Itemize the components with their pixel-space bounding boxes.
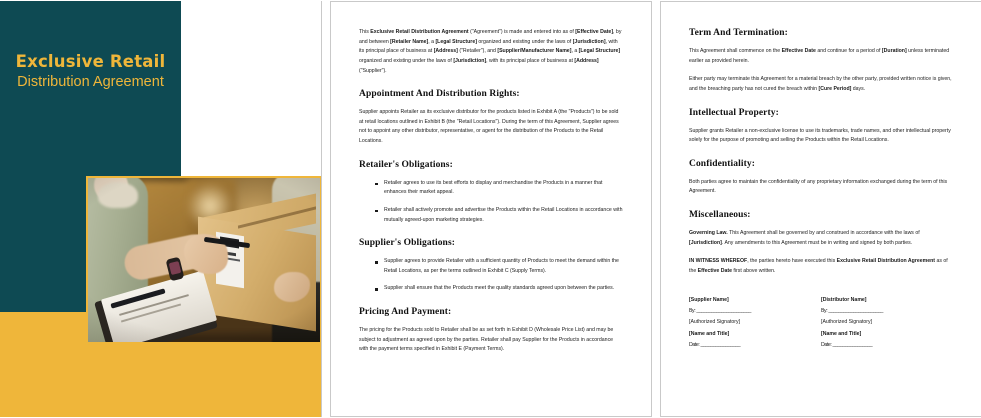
paragraph-term-commencement: This Agreement shall commence on the Effective Date and continue for a period of [Duration] unless terminated earlier as provided herein. [689,48,950,64]
list-item: Supplier shall ensure that the Products meet the quality standards agreed upon between the parties. [375,284,623,294]
heading-term-and-termination: Term And Termination: [689,28,788,38]
distributor-name-and-title: [Name and Title] [821,330,862,337]
supplier-signature-line[interactable]: By: ______________________ [689,307,752,314]
page-two [330,1,652,417]
list-item: Retailer shall actively promote and advertise the Products within the Retail Locations in accordance with mutually agreed-upon marketing strategies. [375,206,623,225]
heading-miscellaneous: Miscellaneous: [689,210,751,220]
supplier-name-and-title: [Name and Title] [689,330,730,337]
list-item: Retailer agrees to use its best efforts to display and merchandise the Products in a manner that enhances their market appeal. [375,179,623,198]
heading-intellectual-property: Intellectual Property: [689,107,779,118]
page-three [660,1,981,417]
page-three-content [661,2,981,416]
signature-column-distributor [821,295,953,352]
paragraph-intellectual-property: Supplier grants Retailer a non-exclusive license to use its trademarks, trade names, and other intellectual property solely for the purpose of promoting and selling the Products within the Retail Locations. [689,127,951,144]
supplier-party-name: [Supplier Name] [689,296,729,303]
distributor-signature-line[interactable]: By: ______________________ [821,307,884,314]
list-item: Supplier agrees to provide Retailer with a sufficient quantity of Products to meet the demand within the Retail Locations, as per the terms outlined in Exhibit C (Supply Terms). [375,257,623,276]
list-supplier-obligations [359,257,623,294]
distributor-authorized-signatory: [Authorized Signatory] [821,319,873,326]
intro-paragraph: This Exclusive Retail Distribution Agreement ("Agreement") is made and entered into as of [Effective Date], by and between [Retailer Name], a [Legal Structure] organized and existing under the laws of [Jurisdiction], with its principal place of business at [Address] ("Retailer"), and [Supplier/Manufacturer Name], a [Legal Structure] organized and existing under the laws of [Jurisdiction], with its principal place of business at [Address] ("Supplier"). [359,29,622,74]
paragraph-pricing-and-payment: The pricing for the Products sold to Retailer shall be as set forth in Exhibit D (Wholesale Price List) and may be subject to adjustment as agreed upon by the parties. Retailer shall pay Supplier for the Products in accordance with the payment terms specified in Exhibit E (Payment Terms). [359,327,614,353]
supplier-date-line[interactable]: Date: ________________ [689,342,741,349]
distributor-date-line[interactable]: Date: ________________ [821,342,873,349]
list-retailer-obligations [359,179,623,226]
cover-title-line2: Distribution Agreement [17,74,164,91]
page-gutter-2 [652,0,660,1]
cover-photo [86,176,322,344]
heading-confidentiality: Confidentiality: [689,158,755,169]
page-two-content [331,2,651,416]
supplier-authorized-signatory: [Authorized Signatory] [689,319,741,326]
distributor-party-name: [Distributor Name] [821,296,867,303]
signature-block [689,295,953,352]
photo-vignette [88,178,320,342]
paragraph-term-breach: Either party may terminate this Agreement for a material breach by the other party, provided written notice is given, and the breaching party has not cured the breach within [Cure Period] days. [689,76,952,92]
paragraph-governing-law: Governing Law. This Agreement shall be governed by and construed in accordance with the laws of [Jurisdiction]. Any amendments to this Agreement must be in writing and signed by both parties. [689,230,920,246]
page-cover [0,1,322,417]
heading-pricing-and-payment: Pricing And Payment: [359,307,452,317]
heading-supplier-obligations: Supplier's Obligations: [359,238,456,249]
heading-retailer-obligations: Retailer's Obligations: [359,159,453,170]
paragraph-confidentiality: Both parties agree to maintain the confidentiality of any proprietary information exchanged during the term of this Agreement. [689,178,948,195]
signature-column-supplier [689,295,821,352]
page-gutter-1 [322,0,330,1]
paragraph-in-witness-whereof: IN WITNESS WHEREOF, the parties hereto have executed this Exclusive Retail Distribution Agreement as of the Effective Date first above written. [689,258,948,274]
paragraph-appointment-distribution-rights: Supplier appoints Retailer as its exclusive distributor for the products listed in Exhibit A (the "Products") to be sold at retail locations outlined in Exhibit B (the "Retail Locations"). During the term of this Agreement, Supplier agrees not to appoint any other distributor, representative, or agent for the distribution of the Products to the Retail Locations. [359,109,619,144]
cover-title-line1: Exclusive Retail [15,52,166,71]
heading-appointment-distribution-rights: Appointment And Distribution Rights: [359,89,520,100]
cover-title-group [0,53,181,92]
